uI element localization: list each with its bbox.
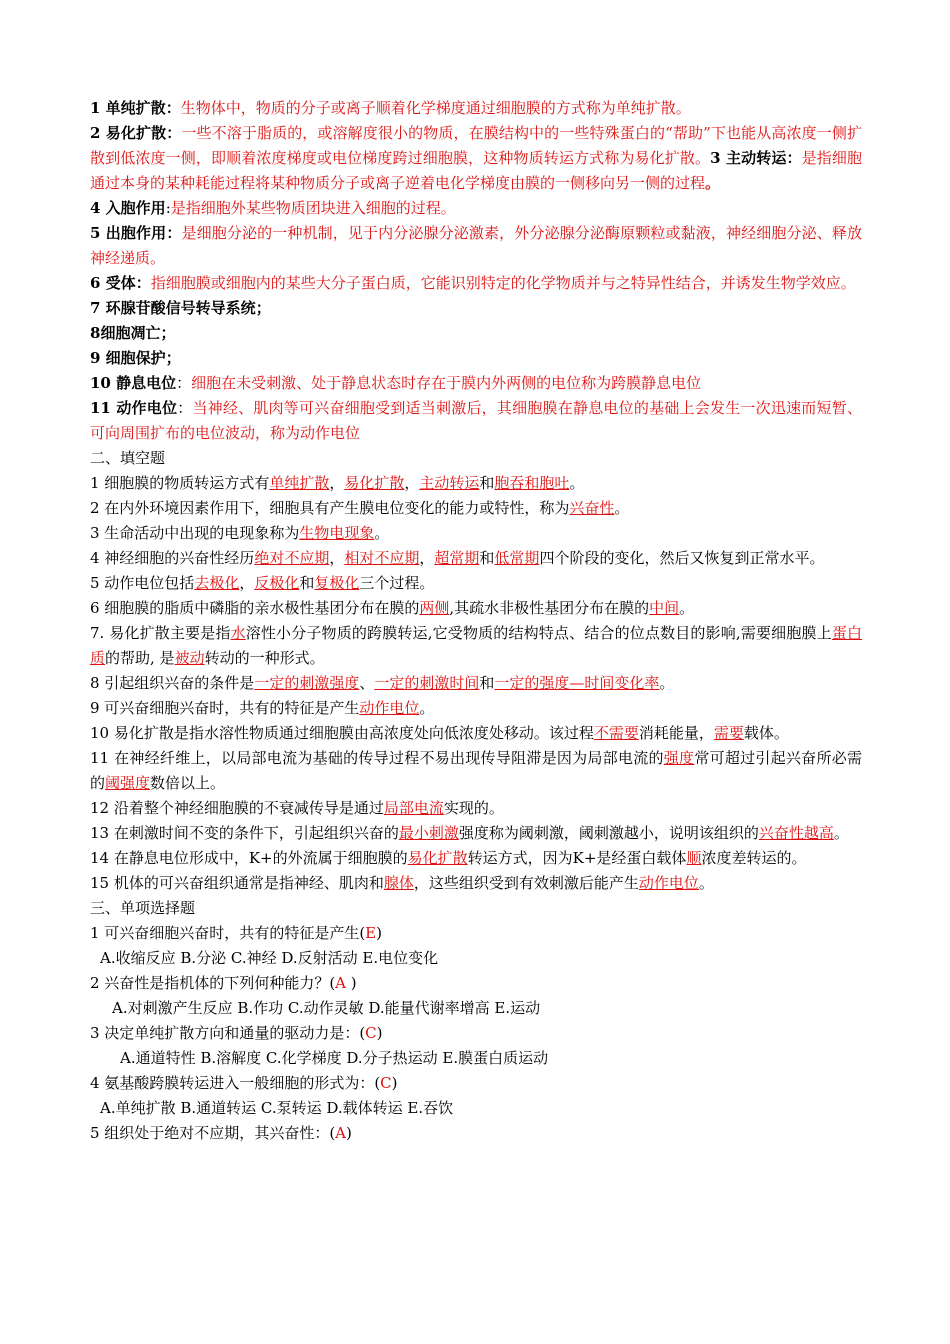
definition-number: 5 bbox=[90, 224, 101, 242]
definition-1 bbox=[90, 96, 862, 121]
blank-answer: 腺体 bbox=[383, 874, 414, 892]
question-text: 和 bbox=[479, 549, 495, 567]
definition-term bbox=[90, 399, 177, 417]
choice-question-2 bbox=[90, 971, 862, 996]
question-stem: 1 可兴奋细胞兴奋时，共有的特征是产生( bbox=[90, 924, 366, 942]
question-text: 。 bbox=[659, 674, 675, 692]
question-text: 6 细胞膜的脂质中磷脂的亲水极性基团分布在膜的 bbox=[90, 599, 420, 617]
blank-answer: 蛋白质 bbox=[90, 624, 862, 667]
question-text: 10 易化扩散是指水溶性物质通过细胞膜由高浓度处向低浓度处移动。该过程 bbox=[90, 724, 594, 742]
definition-number: 6 bbox=[90, 274, 101, 292]
question-stem: 5 组织处于绝对不应期，其兴奋性：( bbox=[90, 1124, 336, 1142]
definition-text: 是指细胞外某些物质团块进入细胞的过程。 bbox=[170, 199, 456, 217]
question-stem: 2 兴奋性是指机体的下列何种能力？( bbox=[90, 974, 336, 992]
question-text: 消耗能量， bbox=[638, 724, 714, 742]
question-text: 溶性小分子物质的跨膜转运,它受物质的结构特点、结合的位点数目的影响,需要细胞膜上 bbox=[245, 624, 832, 642]
definition-number: 1 bbox=[90, 99, 101, 117]
definition-term bbox=[90, 124, 181, 142]
definition-3-term bbox=[710, 149, 801, 167]
definition-number: 4 bbox=[90, 199, 101, 217]
blank-answer: 主动转运 bbox=[419, 474, 480, 492]
question-text: 、 bbox=[359, 674, 375, 692]
blank-answer: 易化扩散 bbox=[407, 849, 468, 867]
question-text: 的帮助, 是 bbox=[105, 649, 175, 667]
fill-question-1 bbox=[90, 471, 862, 496]
blank-answer: 绝对不应期 bbox=[254, 549, 330, 567]
blank-answer: 单纯扩散 bbox=[269, 474, 330, 492]
question-text: ， bbox=[239, 574, 255, 592]
fill-question-5 bbox=[90, 571, 862, 596]
question-text: 强度称为阈刺激，阈刺激越小，说明该组织的 bbox=[458, 824, 759, 842]
question-text: 7. 易化扩散主要是指 bbox=[90, 624, 231, 642]
definition-term bbox=[90, 224, 181, 242]
fill-question-8 bbox=[90, 671, 862, 696]
term-label: 单纯扩散 bbox=[105, 99, 166, 117]
term-separator: ； bbox=[255, 299, 271, 317]
fill-question-6 bbox=[90, 596, 862, 621]
term-label: 动作电位 bbox=[116, 399, 178, 417]
question-stem: ) bbox=[376, 1024, 383, 1042]
blank-answer: 低常期 bbox=[494, 549, 540, 567]
question-text: 。 bbox=[679, 599, 695, 617]
blank-answer: 被动 bbox=[174, 649, 205, 667]
fill-question-2 bbox=[90, 496, 862, 521]
question-text: 8 引起组织兴奋的条件是 bbox=[90, 674, 255, 692]
question-text: 和 bbox=[479, 674, 495, 692]
blank-answer: 一定的刺激时间 bbox=[374, 674, 480, 692]
fill-question-15 bbox=[90, 871, 862, 896]
blank-answer: 顺 bbox=[686, 849, 702, 867]
choice-options-2: A.对刺激产生反应 B.作功 C.动作灵敏 D.能量代谢率增高 E.运动 bbox=[112, 999, 541, 1017]
answer-letter: C bbox=[380, 1074, 392, 1092]
fill-question-9 bbox=[90, 696, 862, 721]
fill-question-14 bbox=[90, 846, 862, 871]
definition-number: 3 bbox=[710, 149, 721, 167]
question-text: ， bbox=[404, 474, 420, 492]
document-page bbox=[90, 96, 862, 1146]
definition-end: 。 bbox=[705, 174, 721, 192]
question-text: 。 bbox=[614, 499, 630, 517]
section2-heading: 二、填空题 bbox=[90, 449, 166, 467]
question-text: ， bbox=[419, 549, 435, 567]
blank-answer: 动作电位 bbox=[359, 699, 420, 717]
definition-number: 8 bbox=[90, 324, 101, 342]
definition-number: 9 bbox=[90, 349, 101, 367]
definition-4 bbox=[90, 196, 862, 221]
term-separator: ： bbox=[786, 149, 802, 167]
term-label: 出胞作用 bbox=[105, 224, 167, 242]
question-text: 数倍以上。 bbox=[150, 774, 226, 792]
question-text: 。 bbox=[698, 874, 714, 892]
answer-letter: C bbox=[365, 1024, 377, 1042]
blank-answer: 胞吞和胞吐 bbox=[494, 474, 570, 492]
question-text: 3 生命活动中出现的电现象称为 bbox=[90, 524, 300, 542]
question-text: 4 神经细胞的兴奋性经历 bbox=[90, 549, 255, 567]
blank-answer: 相对不应期 bbox=[344, 549, 420, 567]
question-text: 三个过程。 bbox=[359, 574, 435, 592]
term-label: 细胞凋亡 bbox=[100, 324, 161, 342]
blank-answer: 不需要 bbox=[593, 724, 639, 742]
question-text: 。 bbox=[374, 524, 390, 542]
blank-answer: 超常期 bbox=[434, 549, 480, 567]
question-text: 转动的一种形式。 bbox=[204, 649, 325, 667]
question-text: 9 可兴奋细胞兴奋时，共有的特征是产生 bbox=[90, 699, 360, 717]
term-separator: ； bbox=[160, 324, 176, 342]
answer-letter: E bbox=[365, 924, 377, 942]
fill-question-4 bbox=[90, 546, 862, 571]
question-stem: ) bbox=[376, 924, 382, 942]
question-text: 载体。 bbox=[743, 724, 789, 742]
definition-number: 11 bbox=[90, 399, 111, 417]
choice-options-1: A.收缩反应 B.分泌 C.神经 D.反射活动 E.电位变化 bbox=[100, 949, 439, 967]
blank-answer: 兴奋性 bbox=[569, 499, 615, 517]
question-text: 13 在刺激时间不变的条件下，引起组织兴奋的 bbox=[90, 824, 399, 842]
question-text: ,其疏水非极性基团分布在膜的 bbox=[449, 599, 650, 617]
definition-term bbox=[90, 274, 151, 292]
blank-answer: 最小刺激 bbox=[398, 824, 459, 842]
term-separator: ： bbox=[165, 99, 181, 117]
question-text: 15 机体的可兴奋组织通常是指神经、肌肉和 bbox=[90, 874, 384, 892]
question-text: ，这些组织受到有效刺激后能产生 bbox=[413, 874, 639, 892]
term-separator: ； bbox=[165, 349, 181, 367]
question-stem: 3 决定单纯扩散方向和通量的驱动力是：( bbox=[90, 1024, 366, 1042]
definition-text: 指细胞膜或细胞内的某些大分子蛋白质，它能识别特定的化学物质并与之特异性结合，并诱发生物学效应。 bbox=[150, 274, 856, 292]
definition-10 bbox=[90, 371, 862, 396]
blank-answer: 局部电流 bbox=[383, 799, 444, 817]
question-text: 11 在神经纤维上，以局部电流为基础的传导过程不易出现传导阻滞是因为局部电流的 bbox=[90, 749, 664, 767]
question-stem: ) bbox=[346, 974, 357, 992]
fill-question-10 bbox=[90, 721, 862, 746]
question-text: 浓度差转运的。 bbox=[701, 849, 807, 867]
question-stem: ) bbox=[391, 1074, 398, 1092]
choice-question-4 bbox=[90, 1071, 862, 1096]
definition-11 bbox=[90, 396, 862, 446]
blank-answer: 动作电位 bbox=[638, 874, 699, 892]
blank-answer: 一定的强度—时间变化率 bbox=[494, 674, 660, 692]
definition-number: 2 bbox=[90, 124, 101, 142]
answer-letter: A bbox=[335, 974, 347, 992]
fill-question-13 bbox=[90, 821, 862, 846]
term-separator: ： bbox=[166, 124, 182, 142]
question-text: 。 bbox=[569, 474, 585, 492]
definition-text: 当神经、肌肉等可兴奋细胞受到适当刺激后，其细胞膜在静息电位的基础上会发生一次迅速而短暂、可向周围扩布的电位波动，称为动作电位 bbox=[90, 399, 862, 442]
blank-answer: 阈强度 bbox=[105, 774, 151, 792]
choice-options-4: A.单纯扩散 B.通道转运 C.泵转运 D.载体转运 E.吞饮 bbox=[100, 1099, 454, 1117]
question-text: 和 bbox=[299, 574, 315, 592]
term-separator: ： bbox=[176, 374, 192, 392]
term-label: 易化扩散 bbox=[105, 124, 167, 142]
term-label: 主动转运 bbox=[725, 149, 787, 167]
choice-question-3 bbox=[90, 1021, 862, 1046]
blank-answer: 水 bbox=[230, 624, 246, 642]
term-separator: : bbox=[165, 199, 171, 217]
term-separator: ： bbox=[177, 399, 193, 417]
question-text: 常可超过引起兴奋所必需的 bbox=[90, 749, 862, 792]
definition-6 bbox=[90, 271, 862, 296]
term-label: 静息电位 bbox=[116, 374, 177, 392]
blank-answer: 生物电现象 bbox=[299, 524, 375, 542]
question-text: 。 bbox=[833, 824, 849, 842]
blank-answer: 复极化 bbox=[314, 574, 360, 592]
term-label: 细胞保护 bbox=[105, 349, 166, 367]
choice-options-3: A.通道特性 B.溶解度 C.化学梯度 D.分子热运动 E.膜蛋白质运动 bbox=[120, 1049, 549, 1067]
definition-term bbox=[90, 99, 181, 117]
term-separator: ： bbox=[135, 274, 151, 292]
question-text: 14 在静息电位形成中，K+的外流属于细胞膜的 bbox=[90, 849, 408, 867]
definition-9 bbox=[90, 346, 862, 371]
blank-answer: 易化扩散 bbox=[344, 474, 405, 492]
definition-7 bbox=[90, 296, 862, 321]
question-text: 。 bbox=[419, 699, 435, 717]
fill-question-12 bbox=[90, 796, 862, 821]
definition-8 bbox=[90, 321, 862, 346]
blank-answer: 兴奋性越高 bbox=[758, 824, 834, 842]
choice-question-5 bbox=[90, 1121, 862, 1146]
blank-answer: 去极化 bbox=[194, 574, 240, 592]
definition-2 bbox=[90, 121, 862, 196]
question-stem: 4 氨基酸跨膜转运进入一般细胞的形式为：( bbox=[90, 1074, 381, 1092]
blank-answer: 一定的刺激强度 bbox=[254, 674, 360, 692]
definition-text: 细胞在未受刺激、处于静息状态时存在于膜内外两侧的电位称为跨膜静息电位 bbox=[191, 374, 702, 392]
definition-term bbox=[90, 374, 176, 392]
section3-heading: 三、单项选择题 bbox=[90, 899, 196, 917]
question-text: 12 沿着整个神经细胞膜的不衰减传导是通过 bbox=[90, 799, 384, 817]
question-text: ， bbox=[329, 549, 345, 567]
definition-number: 10 bbox=[90, 374, 111, 392]
question-text: 5 动作电位包括 bbox=[90, 574, 195, 592]
blank-answer: 两侧 bbox=[419, 599, 450, 617]
choice-question-1 bbox=[90, 921, 862, 946]
definition-text: 是细胞分泌的一种机制，见于内分泌腺分泌激素，外分泌腺分泌酶原颗粒或黏液，神经细胞分泌、释放神经递质。 bbox=[90, 224, 862, 267]
question-text: ， bbox=[329, 474, 345, 492]
question-text: 四个阶段的变化，然后又恢复到正常水平。 bbox=[539, 549, 825, 567]
question-text: 2 在内外环境因素作用下，细胞具有产生膜电位变化的能力或特性，称为 bbox=[90, 499, 570, 517]
definition-number: 7 bbox=[90, 299, 101, 317]
definition-term bbox=[90, 199, 166, 217]
question-text: 和 bbox=[479, 474, 495, 492]
definition-text: 一些不溶于脂质的，或溶解度很小的物质，在膜结构中的一些特殊蛋白的“帮助”下也能从高浓度一侧扩散到低浓度一侧，即顺着浓度梯度或电位梯度跨过细胞膜，这种物质转运方式称为易化扩散。 bbox=[90, 124, 862, 167]
definition-5 bbox=[90, 221, 862, 271]
definition-text: 生物体中，物质的分子或离子顺着化学梯度通过细胞膜的方式称为单纯扩散。 bbox=[180, 99, 691, 117]
term-label: 受体 bbox=[105, 274, 136, 292]
term-separator: ： bbox=[166, 224, 182, 242]
term-label: 环腺苷酸信号转导系统 bbox=[105, 299, 256, 317]
question-text: 实现的。 bbox=[443, 799, 504, 817]
question-text: 转运方式，因为K+是经蛋白载体 bbox=[467, 849, 687, 867]
term-label: 入胞作用 bbox=[105, 199, 166, 217]
fill-question-7 bbox=[90, 621, 862, 671]
fill-question-3 bbox=[90, 521, 862, 546]
blank-answer: 中间 bbox=[649, 599, 680, 617]
question-text: 1 细胞膜的物质转运方式有 bbox=[90, 474, 270, 492]
answer-letter: A bbox=[335, 1124, 347, 1142]
blank-answer: 反极化 bbox=[254, 574, 300, 592]
blank-answer: 强度 bbox=[663, 749, 695, 767]
question-stem: ) bbox=[346, 1124, 352, 1142]
fill-question-11 bbox=[90, 746, 862, 796]
blank-answer: 需要 bbox=[713, 724, 744, 742]
definition-text: 是指细胞通过本身的某种耗能过程将某种物质分子或离子逆着电化学梯度由膜的一侧移向另一侧的过程 bbox=[90, 149, 862, 192]
